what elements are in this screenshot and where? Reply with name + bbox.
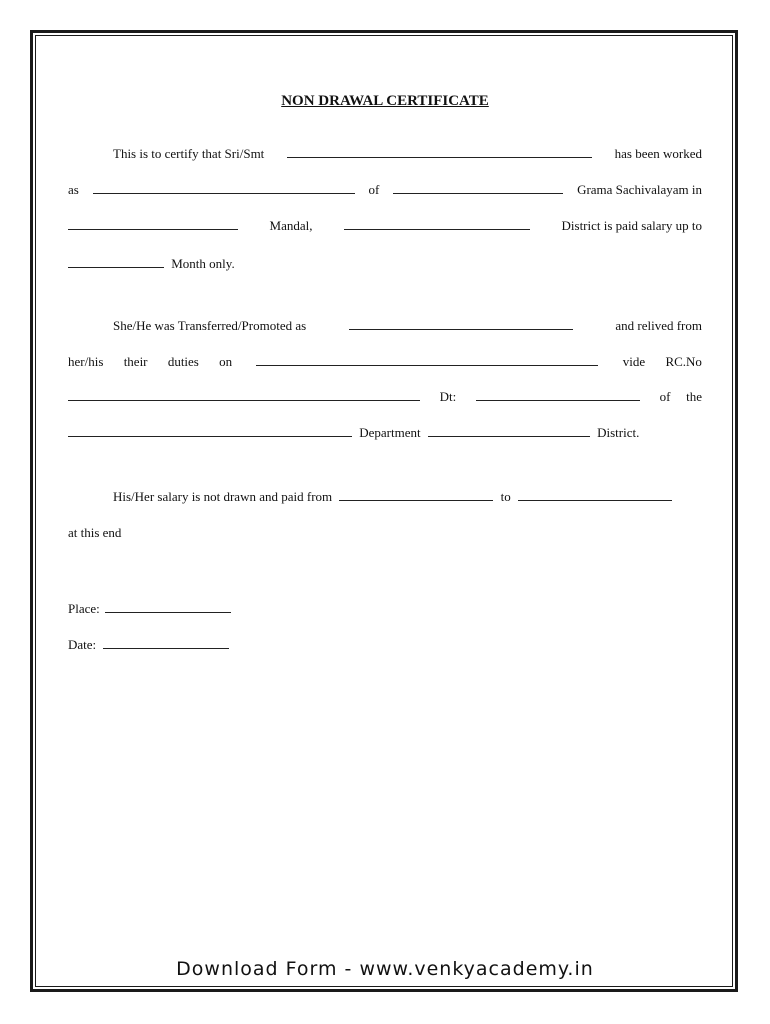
para1-text: Mandal, <box>269 218 313 233</box>
transferred-as-blank <box>349 319 573 330</box>
para3-text: His/Her salary is not drawn and paid from <box>113 489 333 504</box>
para1-text: of <box>368 182 380 197</box>
para1-text: as <box>68 182 79 197</box>
para1-text: This is to certify that Sri/Smt <box>113 146 265 161</box>
para2-text: She/He was Transferred/Promoted as <box>113 318 307 333</box>
rc-no-blank <box>68 390 420 401</box>
para1-text: has been worked <box>614 146 702 161</box>
para2-line2 <box>68 354 702 370</box>
para3-text: at this end <box>68 525 122 540</box>
para2-text: District. <box>597 425 640 440</box>
district-blank <box>344 219 530 230</box>
para1-line3 <box>68 218 702 234</box>
place-blank <box>105 602 231 613</box>
name-blank <box>287 147 592 158</box>
para1-line4 <box>68 256 702 272</box>
district2-blank <box>428 426 590 437</box>
certificate-title: NON DRAWAL CERTIFICATE <box>281 93 489 109</box>
para2-text: her/his <box>68 354 104 369</box>
download-footer: Download Form - www.venkyacademy.in <box>176 958 594 980</box>
designation-blank <box>93 183 355 194</box>
page-border-inner <box>35 35 733 987</box>
para2-text: the <box>686 389 702 404</box>
from-date-blank <box>339 490 493 501</box>
para2-text: their <box>123 354 148 369</box>
para2-text: vide <box>622 354 646 369</box>
para2-line4 <box>68 425 702 441</box>
para2-text: and relived from <box>615 318 702 333</box>
para2-text: of <box>659 389 671 404</box>
para2-line3 <box>68 389 702 405</box>
department-blank <box>68 426 352 437</box>
sachivalayam-blank <box>393 183 563 194</box>
para1-line2 <box>68 182 702 198</box>
date-row <box>68 637 702 653</box>
para1-text: District is paid salary up to <box>561 218 702 233</box>
para2-text: RC.No <box>665 354 702 369</box>
para1-text: Grama Sachivalayam in <box>577 182 702 197</box>
date-blank <box>103 638 229 649</box>
place-row <box>68 601 702 617</box>
para2-text: Department <box>359 425 421 440</box>
para2-text: duties <box>167 354 199 369</box>
para3-line1 <box>113 489 702 505</box>
dt-blank <box>476 390 640 401</box>
para1-line1 <box>113 146 702 162</box>
para2-text: on <box>219 354 233 369</box>
to-date-blank <box>518 490 672 501</box>
para2-line1 <box>113 318 702 334</box>
date-label: Date: <box>68 637 97 652</box>
para3-line2 <box>68 525 702 541</box>
para3-text: to <box>500 489 511 504</box>
mandal-blank <box>68 219 238 230</box>
para2-text: Dt: <box>439 389 457 404</box>
month-blank <box>68 257 164 268</box>
place-label: Place: <box>68 601 100 616</box>
para1-text: Month only. <box>171 256 235 271</box>
relieved-date-blank <box>256 355 598 366</box>
